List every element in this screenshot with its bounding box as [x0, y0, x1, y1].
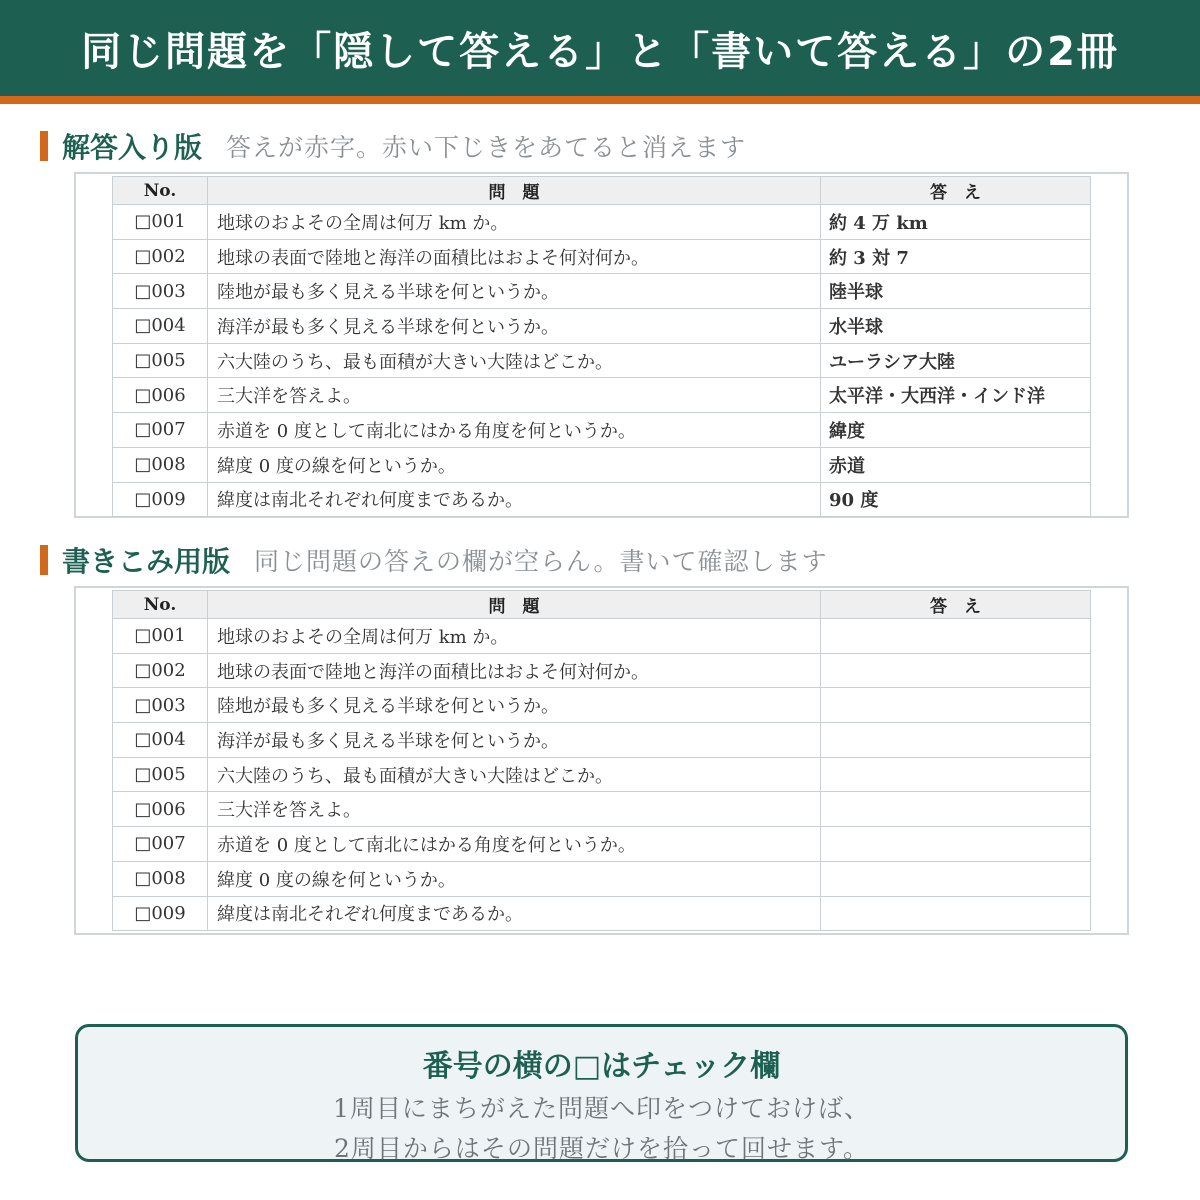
question-cell: 地球のおよその全周は何万 km か。 [208, 619, 821, 654]
question-cell: 三大洋を答えよ。 [208, 792, 821, 827]
table-row [113, 378, 1091, 413]
table-row [113, 413, 1091, 448]
blank-answer-cell[interactable] [821, 792, 1091, 827]
table-row [113, 274, 1091, 309]
table-row [113, 861, 1091, 896]
table-row [113, 723, 1091, 758]
row-number-with-checkbox[interactable]: □004 [113, 309, 208, 344]
row-number-with-checkbox[interactable]: □006 [113, 792, 208, 827]
answer-table [112, 176, 1091, 517]
note-line-2: 2周目からはその問題だけを拾って回せます。 [334, 1134, 869, 1163]
answer-cell: 陸半球 [821, 274, 1091, 309]
row-number-with-checkbox[interactable]: □006 [113, 378, 208, 413]
row-number-with-checkbox[interactable]: □004 [113, 723, 208, 758]
row-number-with-checkbox[interactable]: □008 [113, 861, 208, 896]
question-cell: 緯度 0 度の線を何というか。 [208, 447, 821, 482]
table-row [113, 619, 1091, 654]
table-row [113, 792, 1091, 827]
row-number-with-checkbox[interactable]: □005 [113, 757, 208, 792]
blank-answer-cell[interactable] [821, 688, 1091, 723]
question-cell: 地球のおよその全周は何万 km か。 [208, 205, 821, 240]
table-header-row [113, 591, 1091, 619]
header-question: 問 題 [208, 177, 821, 205]
answer-cell: 水半球 [821, 309, 1091, 344]
header-answer: 答 え [821, 177, 1091, 205]
table-row [113, 343, 1091, 378]
blank-answer-cell[interactable] [821, 896, 1091, 931]
row-number-with-checkbox[interactable]: □002 [113, 653, 208, 688]
question-cell: 緯度は南北それぞれ何度まであるか。 [208, 482, 821, 517]
answer-cell: 緯度 [821, 413, 1091, 448]
answer-cell: ユーラシア大陸 [821, 343, 1091, 378]
section-header-write-edition [40, 540, 828, 580]
table-row [113, 205, 1091, 240]
table-row [113, 482, 1091, 517]
question-cell: 三大洋を答えよ。 [208, 378, 821, 413]
header-answer: 答 え [821, 591, 1091, 619]
question-cell: 緯度は南北それぞれ何度まであるか。 [208, 896, 821, 931]
row-number-with-checkbox[interactable]: □003 [113, 274, 208, 309]
blank-answer-cell[interactable] [821, 757, 1091, 792]
section-description: 同じ問題の答えの欄が空らん。書いて確認します [254, 547, 828, 576]
row-number-with-checkbox[interactable]: □001 [113, 205, 208, 240]
question-cell: 六大陸のうち、最も面積が大きい大陸はどこか。 [208, 757, 821, 792]
write-table-frame [74, 586, 1129, 935]
question-cell: 陸地が最も多く見える半球を何というか。 [208, 274, 821, 309]
answer-cell: 赤道 [821, 447, 1091, 482]
table-row [113, 447, 1091, 482]
section-accent-bar [40, 545, 48, 575]
section-header-answer-edition [40, 126, 746, 166]
table-header-row [113, 177, 1091, 205]
question-cell: 緯度 0 度の線を何というか。 [208, 861, 821, 896]
table-row [113, 239, 1091, 274]
question-cell: 陸地が最も多く見える半球を何というか。 [208, 688, 821, 723]
table-row [113, 653, 1091, 688]
table-row [113, 827, 1091, 862]
answer-cell: 約 3 対 7 [821, 239, 1091, 274]
header-question: 問 題 [208, 591, 821, 619]
row-number-with-checkbox[interactable]: □008 [113, 447, 208, 482]
banner-title: 同じ問題を「隠して答える」と「書いて答える」の2冊 [81, 28, 1119, 75]
question-cell: 地球の表面で陸地と海洋の面積比はおよそ何対何か。 [208, 239, 821, 274]
blank-answer-cell[interactable] [821, 619, 1091, 654]
section-title: 書きこみ用版 [62, 545, 231, 578]
table-row [113, 896, 1091, 931]
answer-cell: 太平洋・大西洋・インド洋 [821, 378, 1091, 413]
row-number-with-checkbox[interactable]: □007 [113, 413, 208, 448]
header-no: No. [113, 591, 208, 619]
header-banner [0, 0, 1200, 104]
table-row [113, 757, 1091, 792]
blank-answer-cell[interactable] [821, 723, 1091, 758]
section-description: 答えが赤字。赤い下じきをあてると消えます [226, 133, 747, 162]
note-title: 番号の横の□はチェック欄 [422, 1049, 781, 1084]
table-row [113, 688, 1091, 723]
blank-answer-cell[interactable] [821, 861, 1091, 896]
row-number-with-checkbox[interactable]: □001 [113, 619, 208, 654]
table-row [113, 309, 1091, 344]
question-cell: 六大陸のうち、最も面積が大きい大陸はどこか。 [208, 343, 821, 378]
row-number-with-checkbox[interactable]: □003 [113, 688, 208, 723]
question-cell: 赤道を 0 度として南北にはかる角度を何というか。 [208, 827, 821, 862]
blank-answer-cell[interactable] [821, 827, 1091, 862]
header-no: No. [113, 177, 208, 205]
question-cell: 地球の表面で陸地と海洋の面積比はおよそ何対何か。 [208, 653, 821, 688]
answer-cell: 90 度 [821, 482, 1091, 517]
question-cell: 海洋が最も多く見える半球を何というか。 [208, 309, 821, 344]
row-number-with-checkbox[interactable]: □009 [113, 482, 208, 517]
answer-table-frame [74, 172, 1129, 518]
write-table [112, 590, 1091, 931]
section-title: 解答入り版 [62, 131, 203, 164]
question-cell: 海洋が最も多く見える半球を何というか。 [208, 723, 821, 758]
row-number-with-checkbox[interactable]: □005 [113, 343, 208, 378]
row-number-with-checkbox[interactable]: □002 [113, 239, 208, 274]
note-line-1: 1周目にまちがえた問題へ印をつけておけば、 [333, 1094, 870, 1123]
row-number-with-checkbox[interactable]: □007 [113, 827, 208, 862]
answer-cell: 約 4 万 km [821, 205, 1091, 240]
check-column-note [75, 1024, 1128, 1162]
blank-answer-cell[interactable] [821, 653, 1091, 688]
row-number-with-checkbox[interactable]: □009 [113, 896, 208, 931]
section-accent-bar [40, 131, 48, 161]
question-cell: 赤道を 0 度として南北にはかる角度を何というか。 [208, 413, 821, 448]
